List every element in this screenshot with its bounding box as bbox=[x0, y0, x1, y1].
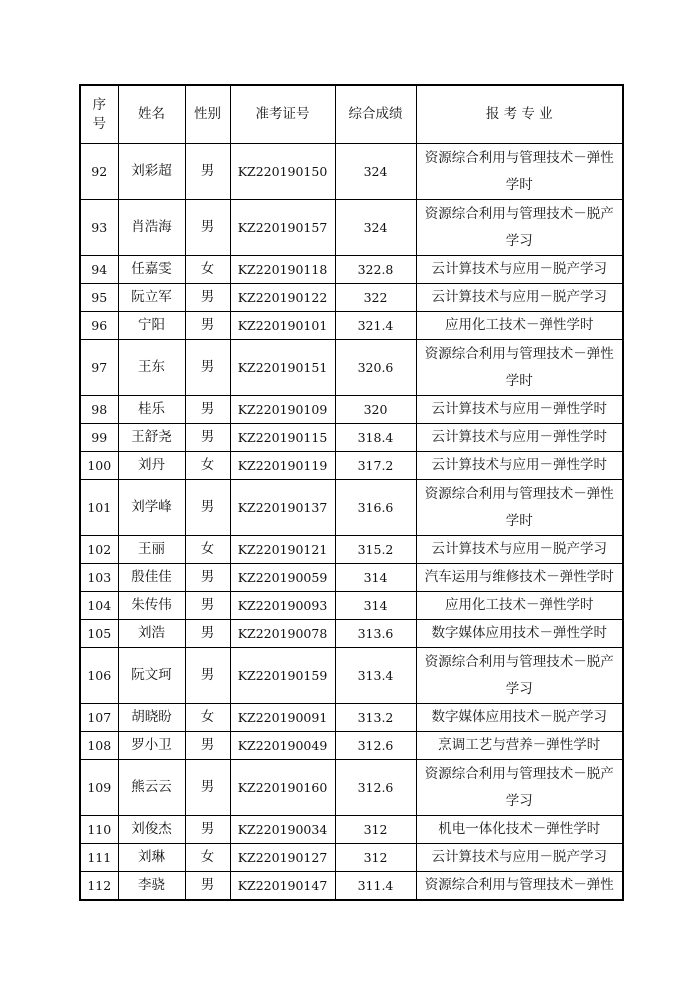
cell-seq: 94 bbox=[80, 256, 118, 284]
cell-seq: 93 bbox=[80, 200, 118, 256]
table-row bbox=[80, 844, 623, 872]
cell-name: 刘俊杰 bbox=[118, 816, 185, 844]
cell-gender: 男 bbox=[185, 648, 230, 704]
cell-score: 312 bbox=[335, 844, 416, 872]
cell-exam-id: KZ220190121 bbox=[230, 536, 335, 564]
cell-exam-id: KZ220190137 bbox=[230, 480, 335, 536]
table-row bbox=[80, 144, 623, 200]
table-row bbox=[80, 592, 623, 620]
cell-exam-id: KZ220190147 bbox=[230, 872, 335, 901]
cell-seq: 102 bbox=[80, 536, 118, 564]
cell-major: 云计算技术与应用－脱产学习 bbox=[416, 844, 623, 872]
cell-exam-id: KZ220190118 bbox=[230, 256, 335, 284]
header-exam-id: 准考证号 bbox=[230, 85, 335, 144]
cell-score: 314 bbox=[335, 564, 416, 592]
header-name: 姓名 bbox=[118, 85, 185, 144]
cell-name: 刘彩超 bbox=[118, 144, 185, 200]
cell-gender: 女 bbox=[185, 452, 230, 480]
cell-name: 阮文珂 bbox=[118, 648, 185, 704]
cell-seq: 112 bbox=[80, 872, 118, 901]
cell-exam-id: KZ220190159 bbox=[230, 648, 335, 704]
cell-score: 315.2 bbox=[335, 536, 416, 564]
header-seq-label: 序 号 bbox=[92, 96, 106, 132]
cell-seq: 95 bbox=[80, 284, 118, 312]
cell-name: 肖浩海 bbox=[118, 200, 185, 256]
cell-major: 资源综合利用与管理技术－弹性学时 bbox=[416, 144, 623, 200]
table-row bbox=[80, 760, 623, 816]
cell-exam-id: KZ220190115 bbox=[230, 424, 335, 452]
cell-major: 应用化工技术－弹性学时 bbox=[416, 592, 623, 620]
cell-name: 阮立军 bbox=[118, 284, 185, 312]
cell-gender: 女 bbox=[185, 704, 230, 732]
table-row bbox=[80, 452, 623, 480]
cell-seq: 104 bbox=[80, 592, 118, 620]
cell-exam-id: KZ220190091 bbox=[230, 704, 335, 732]
table-row bbox=[80, 536, 623, 564]
header-gender: 性别 bbox=[185, 85, 230, 144]
cell-name: 朱传伟 bbox=[118, 592, 185, 620]
table-row bbox=[80, 424, 623, 452]
cell-exam-id: KZ220190093 bbox=[230, 592, 335, 620]
cell-seq: 109 bbox=[80, 760, 118, 816]
cell-name: 殷佳佳 bbox=[118, 564, 185, 592]
table-row bbox=[80, 480, 623, 536]
table-row bbox=[80, 648, 623, 704]
cell-score: 318.4 bbox=[335, 424, 416, 452]
cell-seq: 100 bbox=[80, 452, 118, 480]
cell-gender: 男 bbox=[185, 620, 230, 648]
cell-name: 熊云云 bbox=[118, 760, 185, 816]
cell-major: 云计算技术与应用－弹性学时 bbox=[416, 396, 623, 424]
cell-gender: 男 bbox=[185, 816, 230, 844]
cell-major: 应用化工技术－弹性学时 bbox=[416, 312, 623, 340]
cell-major: 资源综合利用与管理技术－脱产学习 bbox=[416, 200, 623, 256]
cell-gender: 女 bbox=[185, 844, 230, 872]
cell-gender: 男 bbox=[185, 424, 230, 452]
table-row bbox=[80, 816, 623, 844]
cell-score: 313.6 bbox=[335, 620, 416, 648]
admission-score-table bbox=[79, 84, 624, 901]
cell-exam-id: KZ220190122 bbox=[230, 284, 335, 312]
cell-gender: 男 bbox=[185, 872, 230, 901]
cell-name: 王东 bbox=[118, 340, 185, 396]
cell-name: 桂乐 bbox=[118, 396, 185, 424]
table-header-row bbox=[80, 85, 623, 144]
cell-major: 烹调工艺与营养－弹性学时 bbox=[416, 732, 623, 760]
cell-exam-id: KZ220190127 bbox=[230, 844, 335, 872]
cell-score: 312.6 bbox=[335, 760, 416, 816]
cell-exam-id: KZ220190049 bbox=[230, 732, 335, 760]
cell-name: 刘学峰 bbox=[118, 480, 185, 536]
cell-seq: 105 bbox=[80, 620, 118, 648]
cell-gender: 女 bbox=[185, 536, 230, 564]
cell-name: 任嘉雯 bbox=[118, 256, 185, 284]
cell-major: 数字媒体应用技术－弹性学时 bbox=[416, 620, 623, 648]
cell-gender: 男 bbox=[185, 760, 230, 816]
cell-score: 322.8 bbox=[335, 256, 416, 284]
cell-exam-id: KZ220190101 bbox=[230, 312, 335, 340]
cell-exam-id: KZ220190119 bbox=[230, 452, 335, 480]
cell-seq: 110 bbox=[80, 816, 118, 844]
cell-name: 胡晓盼 bbox=[118, 704, 185, 732]
cell-major: 云计算技术与应用－脱产学习 bbox=[416, 284, 623, 312]
cell-name: 罗小卫 bbox=[118, 732, 185, 760]
cell-gender: 女 bbox=[185, 256, 230, 284]
cell-major: 云计算技术与应用－脱产学习 bbox=[416, 536, 623, 564]
cell-score: 324 bbox=[335, 200, 416, 256]
cell-name: 刘琳 bbox=[118, 844, 185, 872]
cell-seq: 103 bbox=[80, 564, 118, 592]
cell-gender: 男 bbox=[185, 144, 230, 200]
cell-seq: 106 bbox=[80, 648, 118, 704]
cell-exam-id: KZ220190157 bbox=[230, 200, 335, 256]
cell-gender: 男 bbox=[185, 592, 230, 620]
table-row bbox=[80, 312, 623, 340]
cell-major: 数字媒体应用技术－脱产学习 bbox=[416, 704, 623, 732]
cell-score: 317.2 bbox=[335, 452, 416, 480]
cell-exam-id: KZ220190059 bbox=[230, 564, 335, 592]
table-row bbox=[80, 704, 623, 732]
cell-gender: 男 bbox=[185, 284, 230, 312]
cell-gender: 男 bbox=[185, 312, 230, 340]
cell-gender: 男 bbox=[185, 564, 230, 592]
table-row bbox=[80, 200, 623, 256]
cell-name: 王丽 bbox=[118, 536, 185, 564]
header-score: 综合成绩 bbox=[335, 85, 416, 144]
cell-name: 王舒尧 bbox=[118, 424, 185, 452]
cell-exam-id: KZ220190034 bbox=[230, 816, 335, 844]
cell-score: 313.2 bbox=[335, 704, 416, 732]
cell-major: 资源综合利用与管理技术－弹性学时 bbox=[416, 340, 623, 396]
cell-gender: 男 bbox=[185, 340, 230, 396]
cell-exam-id: KZ220190078 bbox=[230, 620, 335, 648]
cell-score: 313.4 bbox=[335, 648, 416, 704]
cell-score: 312 bbox=[335, 816, 416, 844]
cell-major: 云计算技术与应用－弹性学时 bbox=[416, 452, 623, 480]
cell-major: 机电一体化技术－弹性学时 bbox=[416, 816, 623, 844]
table-row bbox=[80, 620, 623, 648]
cell-score: 316.6 bbox=[335, 480, 416, 536]
cell-major: 资源综合利用与管理技术－脱产学习 bbox=[416, 760, 623, 816]
cell-name: 李骁 bbox=[118, 872, 185, 901]
cell-seq: 98 bbox=[80, 396, 118, 424]
cell-seq: 96 bbox=[80, 312, 118, 340]
cell-name: 宁阳 bbox=[118, 312, 185, 340]
table-row bbox=[80, 732, 623, 760]
table-row bbox=[80, 396, 623, 424]
cell-gender: 男 bbox=[185, 396, 230, 424]
cell-seq: 108 bbox=[80, 732, 118, 760]
cell-major: 汽车运用与维修技术－弹性学时 bbox=[416, 564, 623, 592]
cell-major: 云计算技术与应用－脱产学习 bbox=[416, 256, 623, 284]
cell-score: 312.6 bbox=[335, 732, 416, 760]
cell-seq: 92 bbox=[80, 144, 118, 200]
table-row bbox=[80, 872, 623, 901]
table-row bbox=[80, 340, 623, 396]
cell-exam-id: KZ220190150 bbox=[230, 144, 335, 200]
table-body bbox=[80, 144, 623, 901]
cell-seq: 107 bbox=[80, 704, 118, 732]
cell-score: 311.4 bbox=[335, 872, 416, 901]
cell-gender: 男 bbox=[185, 732, 230, 760]
cell-gender: 男 bbox=[185, 480, 230, 536]
cell-gender: 男 bbox=[185, 200, 230, 256]
cell-score: 321.4 bbox=[335, 312, 416, 340]
cell-score: 324 bbox=[335, 144, 416, 200]
cell-seq: 97 bbox=[80, 340, 118, 396]
cell-name: 刘浩 bbox=[118, 620, 185, 648]
cell-seq: 101 bbox=[80, 480, 118, 536]
cell-major: 资源综合利用与管理技术－脱产学习 bbox=[416, 648, 623, 704]
table-row bbox=[80, 564, 623, 592]
cell-seq: 99 bbox=[80, 424, 118, 452]
cell-seq: 111 bbox=[80, 844, 118, 872]
cell-score: 322 bbox=[335, 284, 416, 312]
cell-major: 资源综合利用与管理技术－弹性学时 bbox=[416, 480, 623, 536]
cell-exam-id: KZ220190151 bbox=[230, 340, 335, 396]
cell-major: 资源综合利用与管理技术－弹性 bbox=[416, 872, 623, 901]
table-row bbox=[80, 284, 623, 312]
cell-exam-id: KZ220190109 bbox=[230, 396, 335, 424]
cell-score: 314 bbox=[335, 592, 416, 620]
cell-major: 云计算技术与应用－弹性学时 bbox=[416, 424, 623, 452]
cell-score: 320.6 bbox=[335, 340, 416, 396]
header-seq bbox=[80, 85, 118, 144]
header-major: 报 考 专 业 bbox=[416, 85, 623, 144]
table-row bbox=[80, 256, 623, 284]
cell-exam-id: KZ220190160 bbox=[230, 760, 335, 816]
cell-score: 320 bbox=[335, 396, 416, 424]
cell-name: 刘丹 bbox=[118, 452, 185, 480]
